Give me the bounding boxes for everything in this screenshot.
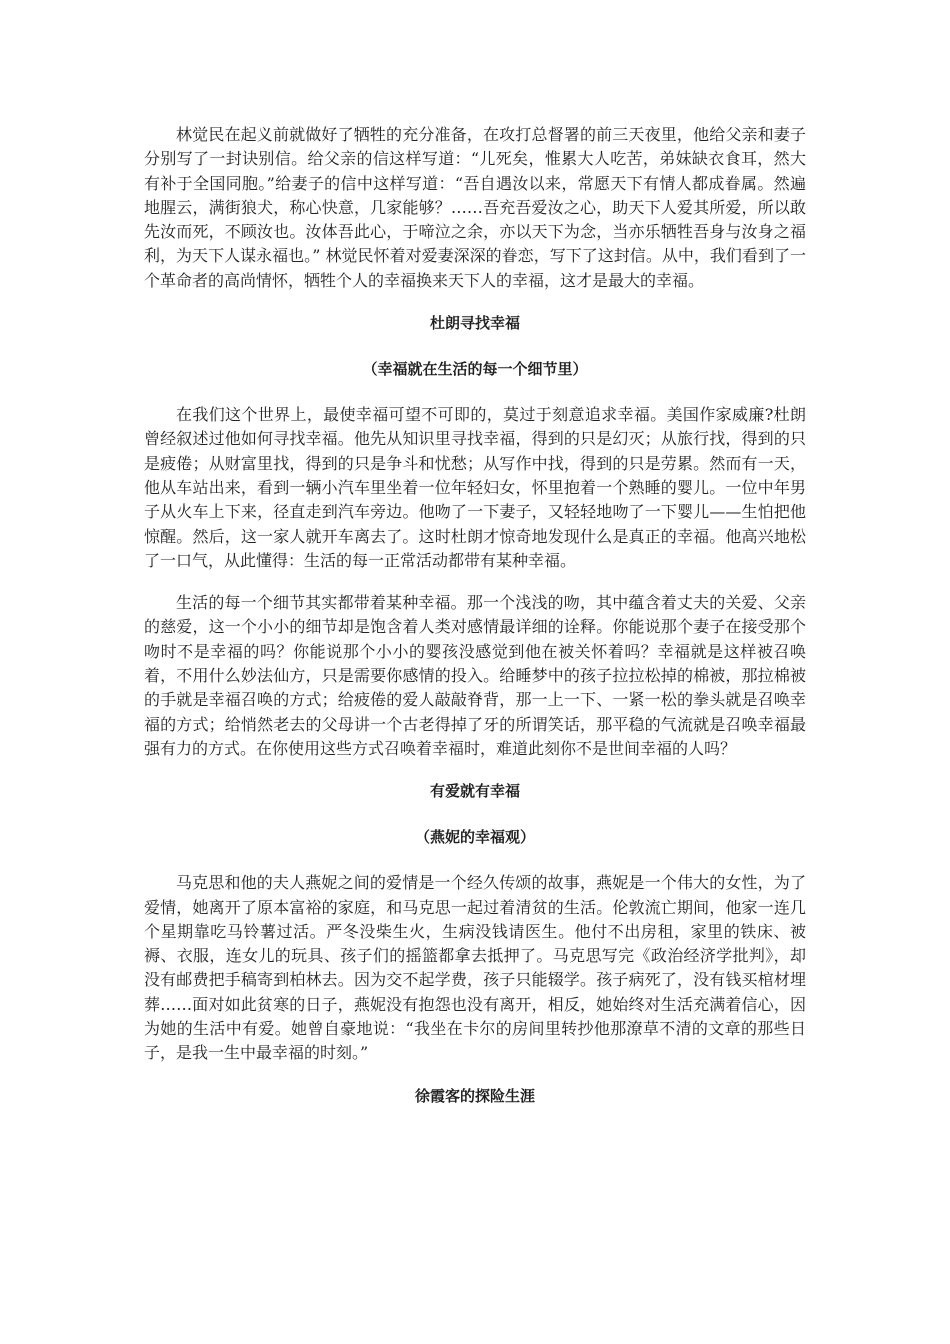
section-title-love: 有爱就有幸福 xyxy=(429,782,520,801)
document-page xyxy=(144,123,806,1108)
paragraph-lin-juemin: 林觉民在起义前就做好了牺牲的充分准备，在攻打总督署的前三天夜里，他给父亲和妻子分别写了一封诀别信。给父亲的信这样写道：“儿死矣，惟累大人吃苦，弟妹缺衣食耳，然大有补于全国同胞。”给妻子的信中这样写道：“吾自遇汝以来，常愿天下有情人都成眷属。然遍地腥云，满街狼犬，称心快意，几家能够？……吾充吾爱汝之心，助天下人爱其所爱，所以敢先汝而死，不顾汝也。汝体吾此心，于啼泣之余，亦以天下为念，当亦乐牺牲吾身与汝身之福利，为天下人谋永福也。” 林觉民怀着对爱妻深深的眷恋，写下了这封信。从中，我们看到了一个革命者的高尚情怀，牺牲个人的幸福换来天下人的幸福，这才是最大的幸福。 xyxy=(144,125,806,290)
paragraph-du-lang-story: 在我们这个世界上，最使幸福可望不可即的，莫过于刻意追求幸福。美国作家威廉?杜朗曾经叙述过他如何寻找幸福。他先从知识里寻找幸福，得到的只是幻灭；从旅行找，得到的只是疲倦；从财富里找，得到的只是争斗和忧愁；从写作中找，得到的只是劳累。然而有一天，他从车站出来，看到一辆小汽车里坐着一位年轻妇女，怀里抱着一个熟睡的婴儿。一位中年男子从火车上下来，径直走到汽车旁边。他吻了一下妻子，又轻轻地吻了一下婴儿——生怕把他惊醒。然后，这一家人就开车离去了。这时杜朗才惊奇地发现什么是真正的幸福。他高兴地松了一口气，从此懂得：生活的每一正常活动都带有某种幸福。 xyxy=(144,405,806,570)
section-subtitle-du-lang: （幸福就在生活的每一个细节里） xyxy=(362,360,588,379)
section-title-xu-xiake: 徐霞客的探险生涯 xyxy=(414,1086,535,1105)
paragraph-life-details: 生活的每一个细节其实都带着某种幸福。那一个浅浅的吻，其中蕴含着丈夫的关爱、父亲的慈爱，这一个小小的细节却是饱含着人类对感情最详细的诠释。你能说那个妻子在接受那个吻时不是幸福的吗？你能说那个小小的婴孩没感觉到他在被关怀着吗？幸福就是这样被召唤着，不用什么妙法仙方，只是需要你感情的投入。给睡梦中的孩子拉拉松掉的棉被，那拉棉被的手就是幸福召唤的方式；给疲倦的爱人敲敲脊背，那一上一下、一紧一松的拳头就是召唤幸福的方式；给悄然老去的父母讲一个古老得掉了牙的所谓笑话，那平稳的气流就是召唤幸福最强有力的方式。在你使用这些方式召唤着幸福时，难道此刻你不是世间幸福的人吗？ xyxy=(144,593,806,758)
section-subtitle-jenny: （燕妮的幸福观） xyxy=(414,828,535,847)
section-title-du-lang: 杜朗寻找幸福 xyxy=(429,314,520,333)
paragraph-marx-jenny: 马克思和他的夫人燕妮之间的爱情是一个经久传颂的故事，燕妮是一个伟大的女性，为了爱情，她离开了原本富裕的家庭，和马克思一起过着清贫的生活。伦敦流亡期间，他家一连几个星期靠吃马铃薯过活。严冬没柴生火，生病没钱请医生。他付不出房租，家里的铁床、被褥、衣服，连女儿的玩具、孩子们的摇篮都拿去抵押了。马克思写完《政治经济学批判》，却没有邮费把手稿寄到柏林去。因为交不起学费，孩子只能辍学。孩子病死了，没有钱买棺材埋葬……面对如此贫寒的日子，燕妮没有抱怨也没有离开，相反，她始终对生活充满着信心，因为她的生活中有爱。她曾自豪地说：“我坐在卡尔的房间里转抄他那潦草不清的文章的那些日子，是我一生中最幸福的时刻。” xyxy=(144,873,806,1063)
